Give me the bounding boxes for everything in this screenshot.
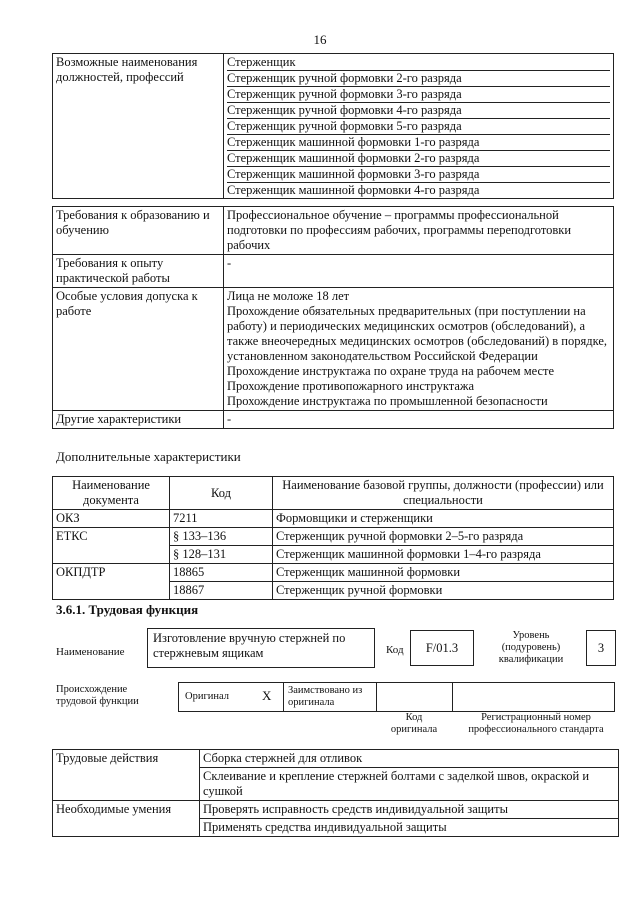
- list-item: Стерженщик: [227, 55, 610, 71]
- original-label: Оригинал: [185, 691, 229, 702]
- table-cell: Стерженщик ручной формовки: [273, 582, 614, 600]
- function-code-value: F/01.3: [410, 630, 474, 666]
- table-cell: Проверять исправность средств индивидуальной защиты: [200, 801, 619, 819]
- divider: [376, 682, 377, 712]
- function-name-value: Изготовление вручную стержней по стержневым ящикам: [147, 628, 375, 668]
- labor-actions-label: Трудовые действия: [53, 750, 200, 801]
- professions-list: [224, 54, 614, 199]
- list-item: Стерженщик машинной формовки 2-го разряда: [227, 151, 610, 167]
- table-cell: Сборка стержней для отливок: [200, 750, 619, 768]
- actions-table: [52, 749, 619, 837]
- header-cell: Наименование базовой группы, должности (профессии) или специальности: [273, 477, 614, 510]
- origin-label: Происхождение трудовой функции: [56, 684, 139, 707]
- skills-label: Необходимые умения: [53, 801, 200, 837]
- professions-label: Возможные наименования должностей, профессий: [53, 54, 224, 199]
- professions-table: [52, 53, 614, 199]
- other-value: -: [224, 411, 614, 429]
- requirements-table: [52, 206, 614, 429]
- special-conditions-list: [224, 288, 614, 411]
- list-item: Стерженщик ручной формовки 5-го разряда: [227, 119, 610, 135]
- table-cell: Формовщики и стерженщики: [273, 510, 614, 528]
- table-cell: Склеивание и крепление стержней болтами с заделкой швов, окраской и сушкой: [200, 768, 619, 801]
- list-item: Стерженщик ручной формовки 4-го разряда: [227, 103, 610, 119]
- table-row: [53, 528, 614, 546]
- table-cell: Стерженщик машинной формовки 1–4-го разряда: [273, 546, 614, 564]
- original-mark: X: [262, 688, 272, 703]
- table-cell: Применять средства индивидуальной защиты: [200, 819, 619, 837]
- name-label: Наименование: [56, 646, 125, 658]
- list-item: Прохождение обязательных предварительных (при поступлении на работу) и периодических медицинских осмотров (обследований), а также внеочередных медицинских осмотров (обследований) в порядке, установленном законодательством Российской Федерации: [227, 304, 608, 363]
- table-cell: § 133–136: [170, 528, 273, 546]
- header-cell: Код: [170, 477, 273, 510]
- education-label: Требования к образованию и обучению: [53, 207, 224, 255]
- other-label: Другие характеристики: [53, 411, 224, 429]
- table-cell: ОКЗ: [53, 510, 170, 528]
- page-number: 16: [313, 32, 327, 47]
- table-cell: Стерженщик машинной формовки: [273, 564, 614, 582]
- list-item: Стерженщик ручной формовки 2-го разряда: [227, 71, 610, 87]
- header-cell: Наименование документа: [53, 477, 170, 510]
- level-label: Уровень (подуровень) квалификации: [498, 630, 564, 665]
- table-row: [53, 564, 614, 582]
- table-cell: Стерженщик ручной формовки 2–5-го разряда: [273, 528, 614, 546]
- function-title: 3.6.1. Трудовая функция: [56, 602, 199, 617]
- divider: [283, 682, 284, 712]
- reg-number-label: Регистрационный номер профессионального стандарта: [468, 712, 604, 735]
- special-conditions-label: Особые условия допуска к работе: [53, 288, 224, 411]
- additional-table: [52, 476, 614, 600]
- list-item: Прохождение инструктажа по промышленной безопасности: [227, 394, 548, 408]
- list-item: Прохождение инструктажа по охране труда на рабочем месте: [227, 364, 555, 378]
- code-original-label: Код оригинала: [390, 712, 438, 735]
- experience-value: -: [224, 255, 614, 288]
- list-item: Стерженщик машинной формовки 4-го разряда: [227, 183, 480, 197]
- education-value: Профессиональное обучение – программы профессиональной подготовки по профессиям рабочих, программы переподготовки рабочих: [224, 207, 614, 255]
- list-item: Стерженщик ручной формовки 3-го разряда: [227, 87, 610, 103]
- level-value: 3: [586, 630, 616, 666]
- borrowed-label: Заимствовано из оригинала: [288, 685, 363, 708]
- list-item: Прохождение противопожарного инструктажа: [227, 379, 475, 393]
- list-item: Стерженщик машинной формовки 1-го разряда: [227, 135, 610, 151]
- table-row: [53, 510, 614, 528]
- experience-label: Требования к опыту практической работы: [53, 255, 224, 288]
- code-label: Код: [386, 644, 404, 656]
- table-cell: § 128–131: [170, 546, 273, 564]
- table-cell: 18867: [170, 582, 273, 600]
- divider: [452, 682, 453, 712]
- table-cell: ОКПДТР: [53, 564, 170, 600]
- origin-box: [178, 682, 615, 712]
- table-cell: ЕТКС: [53, 528, 170, 564]
- table-cell: 18865: [170, 564, 273, 582]
- table-cell: 7211: [170, 510, 273, 528]
- list-item: Лица не моложе 18 лет: [227, 289, 350, 303]
- additional-title: Дополнительные характеристики: [56, 449, 241, 464]
- list-item: Стерженщик машинной формовки 3-го разряда: [227, 167, 610, 183]
